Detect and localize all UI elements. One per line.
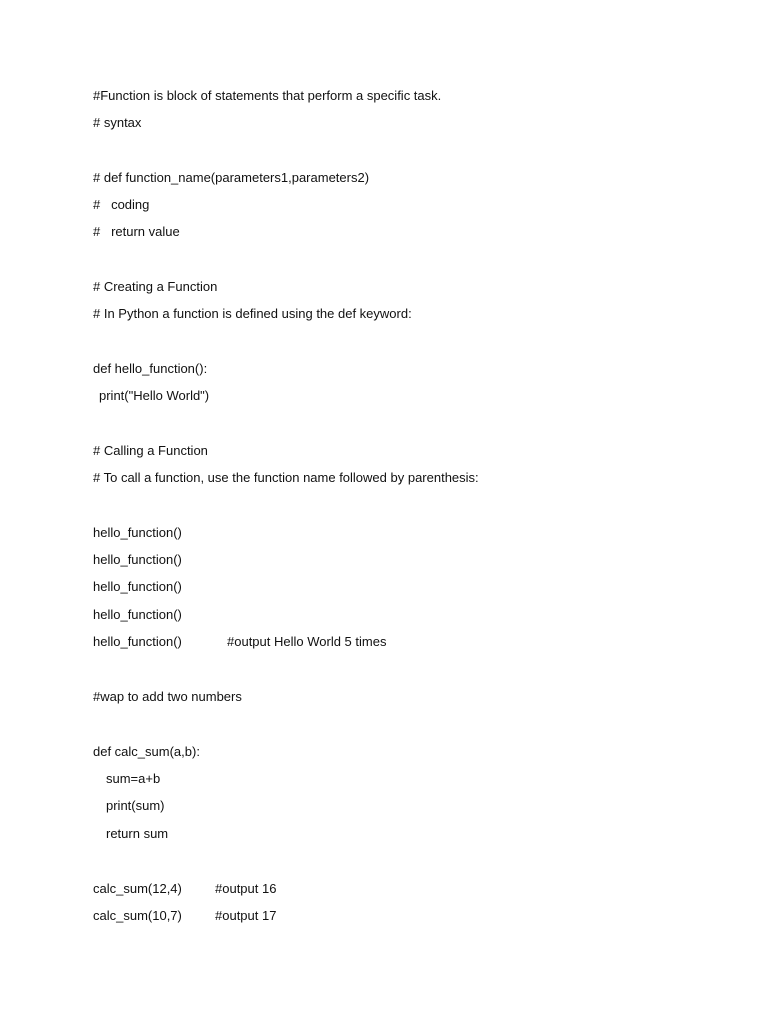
calc-return-line: return sum [106,826,169,841]
syntax-def-comment: # def function_name(parameters1,parameters2) [93,170,370,185]
creating-description-comment: # In Python a function is defined using the def keyword: [93,306,412,321]
call-line: hello_function() [93,579,182,594]
calc-sum-assign-line: sum=a+b [106,771,161,786]
calc-call-line: calc_sum(12,4) [93,881,182,896]
calls-output-comment: #output Hello World 5 times [227,634,387,649]
creating-heading-comment: # Creating a Function [93,279,218,294]
calling-description-comment: # To call a function, use the function name followed by parenthesis: [93,470,479,485]
calc-def-line: def calc_sum(a,b): [93,744,200,759]
hello-def-line: def hello_function(): [93,361,208,376]
wap-comment: #wap to add two numbers [93,689,242,704]
calc-print-line: print(sum) [106,798,165,813]
hello-print-line: print("Hello World") [99,388,210,403]
call-line: hello_function() [93,552,182,567]
calc-call-line: calc_sum(10,7) [93,908,182,923]
call-line: hello_function() [93,607,182,622]
calc-output-comment: #output 16 [215,881,277,896]
calling-heading-comment: # Calling a Function [93,443,208,458]
syntax-coding-comment: # coding [93,197,150,212]
call-line: hello_function() [93,634,182,649]
syntax-heading-comment: # syntax [93,115,142,130]
intro-comment-line: #Function is block of statements that perform a specific task. [93,88,442,103]
syntax-return-comment: # return value [93,224,180,239]
call-line: hello_function() [93,525,182,540]
calc-output-comment: #output 17 [215,908,277,923]
